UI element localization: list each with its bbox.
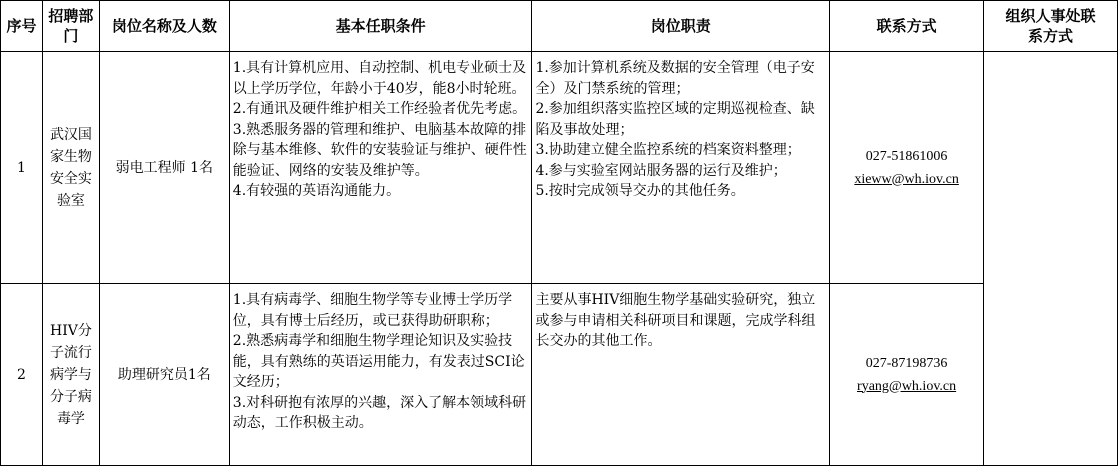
contact-phone: 027-51861006 bbox=[865, 148, 948, 164]
requirement-item: 3.对科研抱有浓厚的兴趣，深入了解本领域科研动态，工作积极主动。 bbox=[232, 394, 527, 431]
row-position: 弱电工程师 1名 bbox=[99, 52, 229, 284]
row-requirements bbox=[229, 284, 532, 466]
row-contact bbox=[830, 284, 984, 466]
row-position: 助理研究员1名 bbox=[99, 284, 229, 466]
header-row bbox=[1, 1, 1118, 52]
duty-item: 1.参加计算机系统及数据的安全管理（电子安全）及门禁系统的管理； bbox=[535, 60, 815, 97]
contact-email-link[interactable]: xieww@wh.iov.cn bbox=[854, 171, 959, 187]
contact-email-link[interactable]: ryang@wh.iov.cn bbox=[857, 378, 957, 394]
row-seq: 2 bbox=[1, 284, 43, 466]
requirement-item: 4.有较强的英语沟通能力。 bbox=[232, 183, 401, 199]
row-requirements bbox=[229, 52, 532, 284]
row-dept: HIV分子流行病学与分子病毒学 bbox=[42, 284, 99, 466]
contact-phone: 027-87198736 bbox=[865, 355, 948, 371]
duty-item: 5.按时完成领导交办的其他任务。 bbox=[535, 183, 745, 199]
row-duties bbox=[532, 284, 830, 466]
requirement-item: 2.有通讯及硬件维护相关工作经验者优先考虑。 bbox=[232, 101, 527, 117]
requirement-item: 2.熟悉病毒学和细胞生物学理论知识及实验技能，具有熟练的英语运用能力，有发表过SCI论文经历； bbox=[232, 333, 525, 390]
requirement-item: 3.熟悉服务器的管理和维护、电脑基本故障的排除与基本维修、软件的安装验证与维护、硬件性能验证、网络的安装及维护等。 bbox=[232, 121, 527, 179]
duty-item: 主要从事HIV细胞生物学基础实验研究，独立或参与申请相关科研项目和课题，完成学科组长交办的其他工作。 bbox=[535, 292, 816, 349]
row-duties bbox=[532, 52, 830, 284]
header-requirements: 基本任职条件 bbox=[229, 1, 532, 52]
duty-item: 3.协助建立健全监控系统的档案资料整理； bbox=[535, 142, 801, 158]
row-dept: 武汉国家生物安全实验室 bbox=[42, 52, 99, 284]
header-seq: 序号 bbox=[1, 1, 43, 52]
duty-item: 2.参加组织落实监控区域的定期巡视检查、缺陷及事故处理； bbox=[535, 101, 815, 138]
header-dept: 招聘部门 bbox=[42, 1, 99, 52]
header-duties: 岗位职责 bbox=[532, 1, 830, 52]
row-contact bbox=[830, 52, 984, 284]
header-hr-contact: 组织人事处联系方式 bbox=[984, 1, 1118, 52]
row-seq: 1 bbox=[1, 52, 43, 284]
table-row bbox=[1, 52, 1118, 284]
hr-contact-cell bbox=[984, 52, 1118, 466]
table-row bbox=[1, 284, 1118, 466]
requirement-item: 1.具有病毒学、细胞生物学等专业博士学历学位，具有博士后经历，或已获得助研职称； bbox=[232, 292, 513, 329]
duty-item: 4.参与实验室网站服务器的运行及维护； bbox=[535, 162, 787, 179]
requirement-item: 1.具有计算机应用、自动控制、机电专业硕士及以上学历学位，年龄小于40岁，能8小时轮班。 bbox=[232, 60, 527, 97]
header-contact: 联系方式 bbox=[830, 1, 984, 52]
header-position: 岗位名称及人数 bbox=[99, 1, 229, 52]
